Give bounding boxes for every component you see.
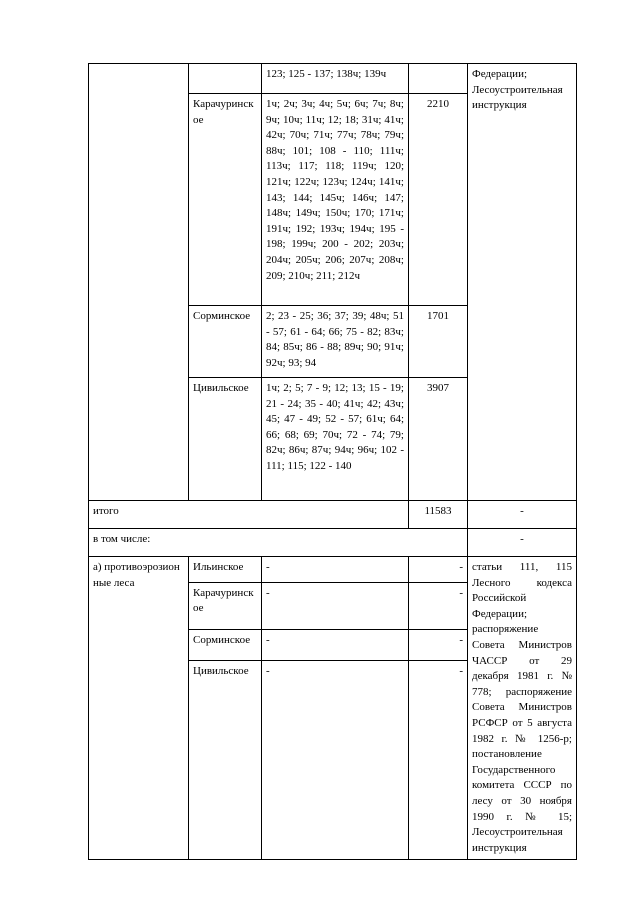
quarters-cell: - [262, 630, 409, 660]
district-cell: Цивильское [189, 378, 262, 501]
category-cell: а) противоэрозионные леса [89, 557, 189, 860]
area-cell: - [409, 630, 468, 660]
district-cell: Карачуринское [189, 582, 262, 629]
quarters-cell: 1ч; 2ч; 3ч; 4ч; 5ч; 6ч; 7ч; 8ч; 9ч; 10ч; 11ч; 12; 18; 31ч; 41ч; 42ч; 70ч; 71ч; 77ч; 78ч; 79ч; 88ч; 101; 108 - 110; 111ч; 113ч; 117; 118; 119ч; 120; 121ч; 122ч; 123ч; 124ч; 141ч; 143; 144; 145ч; 146ч; 147; 148ч; 149ч; 150ч; 170; 171ч; 191ч; 192; 193ч; 194ч; 195 - 198; 199ч; 200 - 202; 203ч; 204ч; 205ч; 206; 207ч; 208ч; 209; 210ч; 211; 212ч [262, 94, 409, 306]
table-row-including [89, 529, 577, 557]
area-cell: - [409, 660, 468, 860]
table-row-total [89, 501, 577, 529]
area-cell: 2210 [409, 94, 468, 306]
district-cell: Карачуринское [189, 94, 262, 306]
basis-cell: Федерации; Лесоустроительная инструкция [468, 64, 577, 501]
category-cell-empty [89, 64, 189, 501]
area-cell: - [409, 557, 468, 583]
quarters-cell: - [262, 660, 409, 860]
area-cell: 3907 [409, 378, 468, 501]
total-basis: - [468, 501, 577, 529]
total-area: 11583 [409, 501, 468, 529]
forest-table [88, 63, 577, 860]
including-basis: - [468, 529, 577, 557]
quarters-cell: - [262, 582, 409, 629]
district-cell-empty [189, 64, 262, 94]
including-label: в том числе: [89, 529, 468, 557]
table-row [89, 557, 577, 583]
total-label: итого [89, 501, 409, 529]
district-cell: Сорминское [189, 306, 262, 378]
area-cell: 1701 [409, 306, 468, 378]
quarters-cell: - [262, 557, 409, 583]
district-cell: Сорминское [189, 630, 262, 660]
quarters-cell: 123; 125 - 137; 138ч; 139ч [262, 64, 409, 94]
quarters-cell: 2; 23 - 25; 36; 37; 39; 48ч; 51 - 57; 61 - 64; 66; 75 - 82; 83ч; 84; 85ч; 86 - 88; 89ч; 90; 91ч; 92ч; 93; 94 [262, 306, 409, 378]
table-row [89, 64, 577, 94]
basis-cell: статьи 111, 115 Лесного кодекса Российской Федерации; распоряжение Совета Министров ЧАССР от 29 декабря 1981 г. № 778; распоряжение Совета Министров РСФСР от 5 августа 1982 г. № 1256-р; постановление Государственного комитета СССР по лесу от 30 ноября 1990 г. № 15; Лесоустроительная инструкция [468, 557, 577, 860]
district-cell: Ильинское [189, 557, 262, 583]
area-cell-empty [409, 64, 468, 94]
quarters-cell: 1ч; 2; 5; 7 - 9; 12; 13; 15 - 19; 21 - 24; 35 - 40; 41ч; 42; 43ч; 45; 47 - 49; 52 - 57; 61ч; 64; 66; 68; 69; 70ч; 72 - 74; 79; 82ч; 86ч; 87ч; 94ч; 96ч; 102 - 111; 115; 122 - 140 [262, 378, 409, 501]
area-cell: - [409, 582, 468, 629]
district-cell: Цивильское [189, 660, 262, 860]
